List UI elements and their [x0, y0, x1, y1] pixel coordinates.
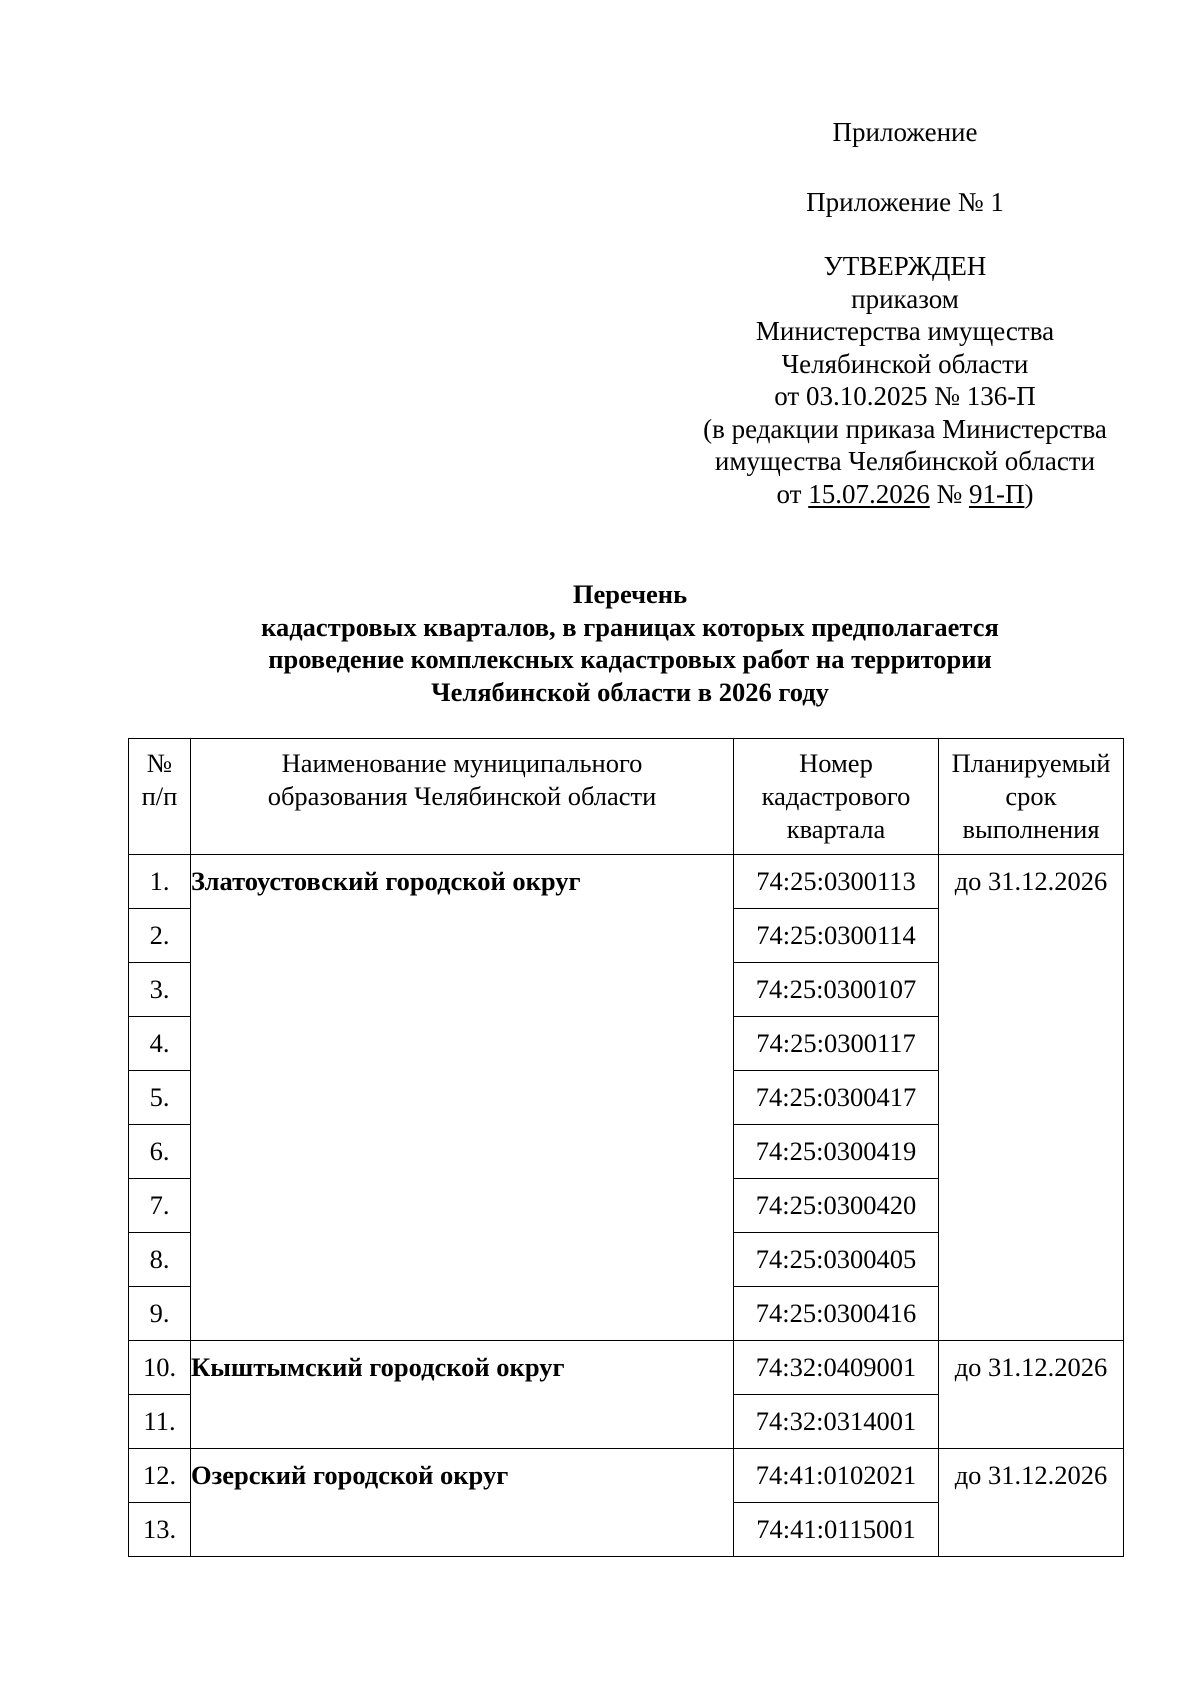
row-number: 12. [129, 1449, 191, 1503]
by-order-label: приказом [851, 283, 959, 314]
cadastral-number: 74:25:0300416 [734, 1287, 939, 1341]
appendix-label: Приложение [832, 117, 978, 147]
row-number: 5. [129, 1071, 191, 1125]
document-title [0, 578, 1200, 708]
cadastral-number: 74:41:0102021 [734, 1449, 939, 1503]
title-line-1: Перечень [572, 579, 688, 609]
cadastral-quarters-table [128, 738, 1124, 1557]
header-term: Планируемый срок выполнения [939, 739, 1124, 855]
appendix-number-label: Приложение № 1 [806, 187, 1004, 217]
row-number: 2. [129, 909, 191, 963]
row-number: 10. [129, 1341, 191, 1395]
approved-label: УТВЕРЖДЕН [823, 251, 987, 281]
municipality-name: Озерский городской округ [191, 1449, 734, 1557]
cadastral-number: 74:25:0300405 [734, 1233, 939, 1287]
cadastral-number: 74:41:0115001 [734, 1503, 939, 1557]
edition-line-1: (в редакции приказа Министерства [703, 413, 1107, 444]
header-cadastral: Номер кадастрового квартала [734, 739, 939, 855]
edition-suffix: ) [1024, 478, 1034, 509]
municipality-name: Кыштымский городской округ [191, 1341, 734, 1449]
row-number: 3. [129, 963, 191, 1017]
table-row [129, 1449, 1124, 1503]
cadastral-number: 74:25:0300113 [734, 855, 939, 909]
table-body [129, 855, 1124, 1557]
row-number: 9. [129, 1287, 191, 1341]
planned-term: до 31.12.2026 [939, 1449, 1124, 1557]
row-number: 13. [129, 1503, 191, 1557]
cadastral-number: 74:25:0300107 [734, 963, 939, 1017]
table-row [129, 855, 1124, 909]
edition-number: 91-П [968, 478, 1025, 509]
row-number: 8. [129, 1233, 191, 1287]
row-number: 6. [129, 1125, 191, 1179]
cadastral-number: 74:32:0314001 [734, 1395, 939, 1449]
planned-term: до 31.12.2026 [939, 855, 1124, 1341]
row-number: 11. [129, 1395, 191, 1449]
title-line-2: кадастровых кварталов, в границах которых предполагается [261, 611, 999, 642]
table-header-row [129, 739, 1124, 855]
edition-date: 15.07.2026 [808, 478, 930, 509]
row-number: 4. [129, 1017, 191, 1071]
order-date-number: от 03.10.2025 № 136-П [774, 381, 1036, 411]
cadastral-number: 74:25:0300417 [734, 1071, 939, 1125]
cadastral-number: 74:32:0409001 [734, 1341, 939, 1395]
title-line-3: проведение комплексных кадастровых работ на территории [268, 644, 992, 674]
cadastral-number: 74:25:0300419 [734, 1125, 939, 1179]
cadastral-number: 74:25:0300420 [734, 1179, 939, 1233]
planned-term: до 31.12.2026 [939, 1341, 1124, 1449]
row-number: 7. [129, 1179, 191, 1233]
row-number: 1. [129, 855, 191, 909]
header-municipality: Наименование муниципального образования Челябинской области [191, 739, 734, 855]
edition-prefix: от [776, 478, 809, 509]
region-label: Челябинской области [781, 348, 1029, 379]
edition-line-3 [620, 478, 1190, 511]
title-line-4: Челябинской области в 2026 году [431, 676, 829, 707]
cadastral-number: 74:25:0300114 [734, 909, 939, 963]
table-row [129, 1341, 1124, 1395]
edition-no-sign: № [929, 478, 969, 509]
ministry-label: Министерства имущества [755, 316, 1055, 346]
cadastral-number: 74:25:0300117 [734, 1017, 939, 1071]
edition-line-2: имущества Челябинской области [714, 446, 1096, 476]
approval-block [620, 250, 1190, 510]
header-num: № п/п [129, 739, 191, 855]
municipality-name: Златоустовский городской округ [191, 855, 734, 1341]
